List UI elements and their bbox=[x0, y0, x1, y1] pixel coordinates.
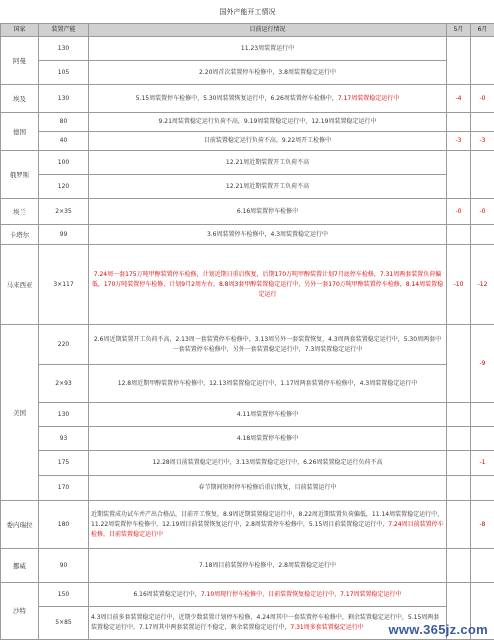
table-row bbox=[1, 175, 494, 199]
capacity-cell: 220 bbox=[39, 325, 89, 365]
status-cell bbox=[89, 549, 447, 583]
june-change-cell bbox=[471, 113, 494, 132]
table-row bbox=[1, 225, 494, 245]
status-text: 4.11周装置停车检修中 bbox=[237, 411, 298, 418]
status-cell bbox=[89, 61, 447, 85]
status-cell bbox=[89, 113, 447, 132]
capacity-cell: 120 bbox=[39, 175, 89, 199]
table-row bbox=[1, 403, 494, 427]
capacity-cell: 170 bbox=[39, 476, 89, 501]
capacity-cell: 100 bbox=[39, 151, 89, 175]
june-change-cell bbox=[471, 151, 494, 199]
may-change-cell bbox=[447, 325, 471, 403]
capacity-cell: 99 bbox=[39, 225, 89, 245]
status-text-highlight: 7.24周一套175万吨甲醇装置停车检修，计划近期日重启恢复，后期170万吨甲醇装置计划7月底停车检修，7.31周两套装置负荷偏低，170万吨装置停车检修，计划9月2周左右，8.8周3套甲醇装置稳定运行中，另外一套170万吨甲醇装置停车检修，8.14周装置稳定运行 bbox=[92, 271, 443, 298]
table-row bbox=[1, 37, 494, 61]
status-cell bbox=[89, 151, 447, 175]
status-text: 3.6周装置停车检修中，4.3周装置稳定运行中 bbox=[207, 231, 328, 238]
status-text-highlight: 7.17周装置稳定运行中 bbox=[338, 95, 399, 102]
capacity-cell: 130 bbox=[39, 85, 89, 113]
may-change-cell bbox=[447, 403, 471, 427]
status-text: 9.21周装置稳定运行负荷不高，9.19周装置稳定运行中，12.19周装置稳定运行中 bbox=[159, 118, 377, 125]
may-change-cell: -0 bbox=[447, 199, 471, 225]
status-cell bbox=[89, 245, 447, 325]
header-may: 5月 bbox=[447, 24, 471, 37]
table-row bbox=[1, 365, 494, 403]
table-row bbox=[1, 476, 494, 501]
table-row bbox=[1, 151, 494, 175]
capacity-cell: 130 bbox=[39, 37, 89, 61]
table-row bbox=[1, 325, 494, 365]
table-row bbox=[1, 245, 494, 325]
status-cell bbox=[89, 225, 447, 245]
status-text: 6.16周装置稳定运行中， bbox=[133, 591, 200, 598]
capacity-cell: 5×85 bbox=[39, 607, 89, 640]
country-cell: 挪威 bbox=[1, 549, 39, 583]
june-change-cell: -0 bbox=[471, 85, 494, 113]
status-text: 近期装置成功试车并产出合格品，目前开工恢复，8.9周近期装置稳定运行中，8.22周近期装置负荷偏低，11.14周装置稳定运行中，11.22周装置停车检修中，12.19周目前装置恢复运行中，2.8周装置停车检修中，5.15周目前装置稳定运行中， bbox=[91, 511, 443, 528]
may-change-cell bbox=[447, 451, 471, 476]
may-change-cell bbox=[447, 225, 471, 245]
status-cell bbox=[89, 365, 447, 403]
site-watermark: www.365jz.com bbox=[388, 622, 488, 637]
status-cell bbox=[89, 476, 447, 501]
status-cell bbox=[89, 199, 447, 225]
status-text: 4.18周装置停车检修中 bbox=[237, 435, 298, 442]
country-cell: 德国 bbox=[1, 113, 39, 151]
may-change-cell: -4 bbox=[447, 85, 471, 113]
may-change-cell: -3 bbox=[447, 132, 471, 151]
capacity-cell: 40 bbox=[39, 132, 89, 151]
june-change-cell: -3 bbox=[471, 132, 494, 151]
capacity-cell: 150 bbox=[39, 583, 89, 607]
status-cell bbox=[89, 427, 447, 451]
status-text: 12.28周目前装置稳定运行中，3.13周装置稳定运行中，6.26周装置稳定运行负荷不高 bbox=[153, 459, 383, 466]
may-change-cell bbox=[447, 476, 471, 501]
header-country: 国家 bbox=[1, 24, 39, 37]
may-change-cell bbox=[447, 501, 471, 549]
country-cell: 马来西亚 bbox=[1, 245, 39, 325]
status-text: 目前装置稳定运行负荷不高，9.22周开工检修中 bbox=[204, 137, 331, 144]
may-change-cell: -10 bbox=[447, 245, 471, 325]
june-change-cell bbox=[471, 225, 494, 245]
header-capacity: 装置产能 bbox=[39, 24, 89, 37]
capacity-cell: 3×117 bbox=[39, 245, 89, 325]
status-text: 2.6周近期装置开工负荷不高，2.13周一套装置停车检修中，3.13周另外一套装置恢复，4.3周两套装置稳定运行中，5.30周两套中一套装置停车检修中，另外一套装置稳定运行中，7.3周装置稳定运行中 bbox=[94, 336, 441, 353]
status-cell bbox=[89, 37, 447, 61]
status-cell bbox=[89, 403, 447, 427]
country-cell: 俄罗斯 bbox=[1, 151, 39, 199]
country-cell: 阿曼 bbox=[1, 37, 39, 85]
status-cell bbox=[89, 501, 447, 549]
june-change-cell bbox=[471, 476, 494, 501]
country-cell: 埃及 bbox=[1, 85, 39, 113]
country-cell: 沙特 bbox=[1, 583, 39, 640]
june-change-cell: -8 bbox=[471, 501, 494, 549]
capacity-cell: 80 bbox=[39, 113, 89, 132]
table-row bbox=[1, 113, 494, 132]
capacity-cell: 130 bbox=[39, 403, 89, 427]
table-row bbox=[1, 132, 494, 151]
table-row bbox=[1, 61, 494, 85]
table-row bbox=[1, 451, 494, 476]
status-cell bbox=[89, 175, 447, 199]
status-text: 11.23周装置运行中 bbox=[241, 45, 294, 52]
may-change-cell bbox=[447, 427, 471, 451]
table-row bbox=[1, 199, 494, 225]
capacity-cell: 93 bbox=[39, 427, 89, 451]
status-cell bbox=[89, 583, 447, 607]
table-row bbox=[1, 85, 494, 113]
status-text: 12.21周近期装置开工负荷不高 bbox=[226, 159, 309, 166]
june-change-cell bbox=[471, 403, 494, 427]
status-text-highlight: 7.24周目前装置停车检修，目前装置稳定运行中 bbox=[91, 521, 444, 538]
status-text-highlight: 7.10周现行停车检修中，目前装置恢复稳定运行中，7.17周装置稳定运行中 bbox=[201, 591, 402, 598]
status-cell bbox=[89, 325, 447, 365]
june-change-cell bbox=[471, 549, 494, 583]
june-change-cell bbox=[471, 37, 494, 85]
status-text: 4.3周目前多套装置稳定运行中，近期少数装置计划停车检修，4.24周其中一套装置停车检修中，剩余装置稳定运行中，5.15周两套装置稳定运行中，7.17周其中两套装置运行不稳定，剩余装置稳定运行中， bbox=[91, 614, 439, 631]
header-status: 目前运行情况 bbox=[89, 24, 447, 37]
status-cell bbox=[89, 85, 447, 113]
table-row bbox=[1, 583, 494, 607]
status-text: 春节期间短时停车检修后重启恢复，目前装置运行中 bbox=[198, 484, 336, 491]
status-text: 12.21周近期装置开工负荷不高 bbox=[226, 183, 309, 190]
table-row bbox=[1, 427, 494, 451]
june-change-cell: -1 bbox=[471, 451, 494, 476]
country-cell: 埃兰 bbox=[1, 199, 39, 225]
june-change-cell bbox=[471, 427, 494, 451]
status-cell bbox=[89, 451, 447, 476]
status-text: 2.20周首次装置停车检修中，3.8周装置稳定运行中 bbox=[199, 69, 336, 76]
may-change-cell bbox=[447, 151, 471, 199]
status-cell bbox=[89, 132, 447, 151]
table-row bbox=[1, 501, 494, 549]
june-change-cell: -0 bbox=[471, 199, 494, 225]
capacity-cell: 105 bbox=[39, 61, 89, 85]
status-text-highlight: 7.31周多套装置稳定运行中 bbox=[290, 624, 363, 631]
table-title: 国外产能开工情况 bbox=[1, 0, 494, 24]
may-change-cell bbox=[447, 113, 471, 132]
capacity-cell: 175 bbox=[39, 451, 89, 476]
header-row bbox=[1, 24, 494, 37]
status-text: 12.8周近期甲醇装置停车检修中，12.13周装置稳定运行中，1.17周两套装置停车检修中，4.3周装置稳定运行中 bbox=[118, 380, 417, 387]
status-text: 6.16周装置停车检修中 bbox=[237, 208, 298, 215]
may-change-cell bbox=[447, 37, 471, 85]
june-change-cell: -12 bbox=[471, 245, 494, 325]
status-text: 5.15周装置停车检修中，5.30周装置恢复运行中，6.26周装置停车检修中， bbox=[136, 95, 338, 102]
may-change-cell bbox=[447, 549, 471, 583]
status-text: 7.18周目前装置停车检修中，2.8周装置稳定运行中 bbox=[199, 562, 336, 569]
country-cell: 卡塔尔 bbox=[1, 225, 39, 245]
june-change-cell: -9 bbox=[471, 325, 494, 403]
capacity-cell: 90 bbox=[39, 549, 89, 583]
header-june: 6月 bbox=[471, 24, 494, 37]
capacity-cell: 180 bbox=[39, 501, 89, 549]
capacity-cell: 2×93 bbox=[39, 365, 89, 403]
country-cell: 美国 bbox=[1, 325, 39, 501]
capacity-cell: 2×35 bbox=[39, 199, 89, 225]
table-row bbox=[1, 549, 494, 583]
country-cell: 委内瑞拉 bbox=[1, 501, 39, 549]
